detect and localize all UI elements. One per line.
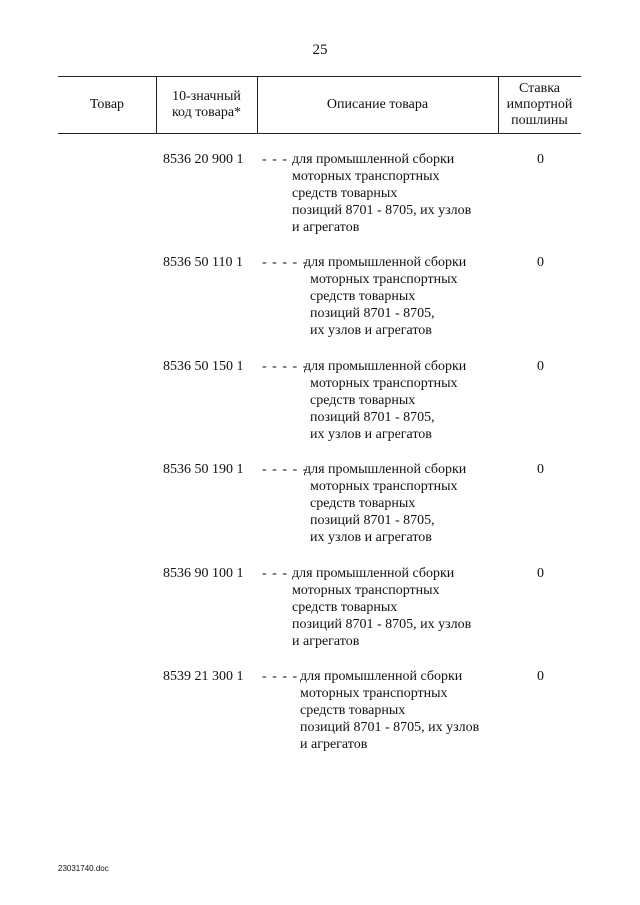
- duty-rate: 0: [537, 152, 544, 167]
- indent-dashes: - - -: [262, 566, 288, 581]
- description-first-line: для промышленной сборки: [292, 566, 455, 581]
- description-line: позиций 8701 - 8705, их узлов: [300, 720, 480, 735]
- description-line: их узлов и агрегатов: [310, 427, 432, 442]
- description-first-line: для промышленной сборки: [304, 359, 467, 374]
- description-line: позиций 8701 - 8705, их узлов: [292, 617, 472, 632]
- goods-code: 8536 50 110 1: [163, 255, 243, 270]
- indent-dashes: - - - - -: [262, 359, 309, 374]
- description-line: их узлов и агрегатов: [310, 323, 432, 338]
- description-line: моторных транспортных: [292, 583, 440, 598]
- description-line: моторных транспортных: [310, 479, 458, 494]
- description-line: позиций 8701 - 8705,: [310, 410, 435, 425]
- indent-dashes: - - - - -: [262, 462, 309, 477]
- goods-code: 8539 21 300 1: [163, 669, 244, 684]
- duty-rate: 0: [537, 255, 544, 270]
- description-line: позиций 8701 - 8705,: [310, 306, 435, 321]
- goods-code: 8536 50 150 1: [163, 359, 244, 374]
- duty-rate: 0: [537, 669, 544, 684]
- indent-dashes: - - - -: [262, 669, 299, 684]
- goods-code: 8536 20 900 1: [163, 152, 244, 167]
- description-line: средств товарных: [300, 703, 406, 718]
- description-line: моторных транспортных: [310, 376, 458, 391]
- description-first-line: для промышленной сборки: [292, 152, 455, 167]
- description-line: и агрегатов: [292, 634, 360, 649]
- description-first-line: для промышленной сборки: [304, 255, 467, 270]
- description-line: и агрегатов: [292, 220, 360, 235]
- description-first-line: для промышленной сборки: [304, 462, 467, 477]
- description-line: средств товарных: [310, 496, 416, 511]
- indent-dashes: - - - - -: [262, 255, 309, 270]
- page-number: 25: [312, 42, 328, 58]
- header-code: 10-значный код товара*: [156, 77, 258, 133]
- description-line: моторных транспортных: [300, 686, 448, 701]
- header-rate: Ставка импортной пошлины: [506, 81, 573, 128]
- duty-rate: 0: [537, 566, 544, 581]
- description-line: их узлов и агрегатов: [310, 530, 432, 545]
- goods-code: 8536 90 100 1: [163, 566, 244, 581]
- description-line: средств товарных: [292, 186, 398, 201]
- header-description: Описание товара: [257, 77, 499, 133]
- description-line: средств товарных: [310, 289, 416, 304]
- description-first-line: для промышленной сборки: [300, 669, 463, 684]
- header-goods: Товар: [58, 77, 157, 133]
- description-line: позиций 8701 - 8705, их узлов: [292, 203, 472, 218]
- duty-rate: 0: [537, 462, 544, 477]
- description-line: моторных транспортных: [292, 169, 440, 184]
- description-line: позиций 8701 - 8705,: [310, 513, 435, 528]
- description-line: средств товарных: [292, 600, 398, 615]
- description-line: моторных транспортных: [310, 272, 458, 287]
- indent-dashes: - - -: [262, 152, 288, 167]
- description-line: средств товарных: [310, 393, 416, 408]
- description-line: и агрегатов: [300, 737, 368, 752]
- table-header: [58, 76, 581, 134]
- footer-filename: 23031740.doc: [58, 864, 109, 873]
- duty-rate: 0: [537, 359, 544, 374]
- goods-code: 8536 50 190 1: [163, 462, 244, 477]
